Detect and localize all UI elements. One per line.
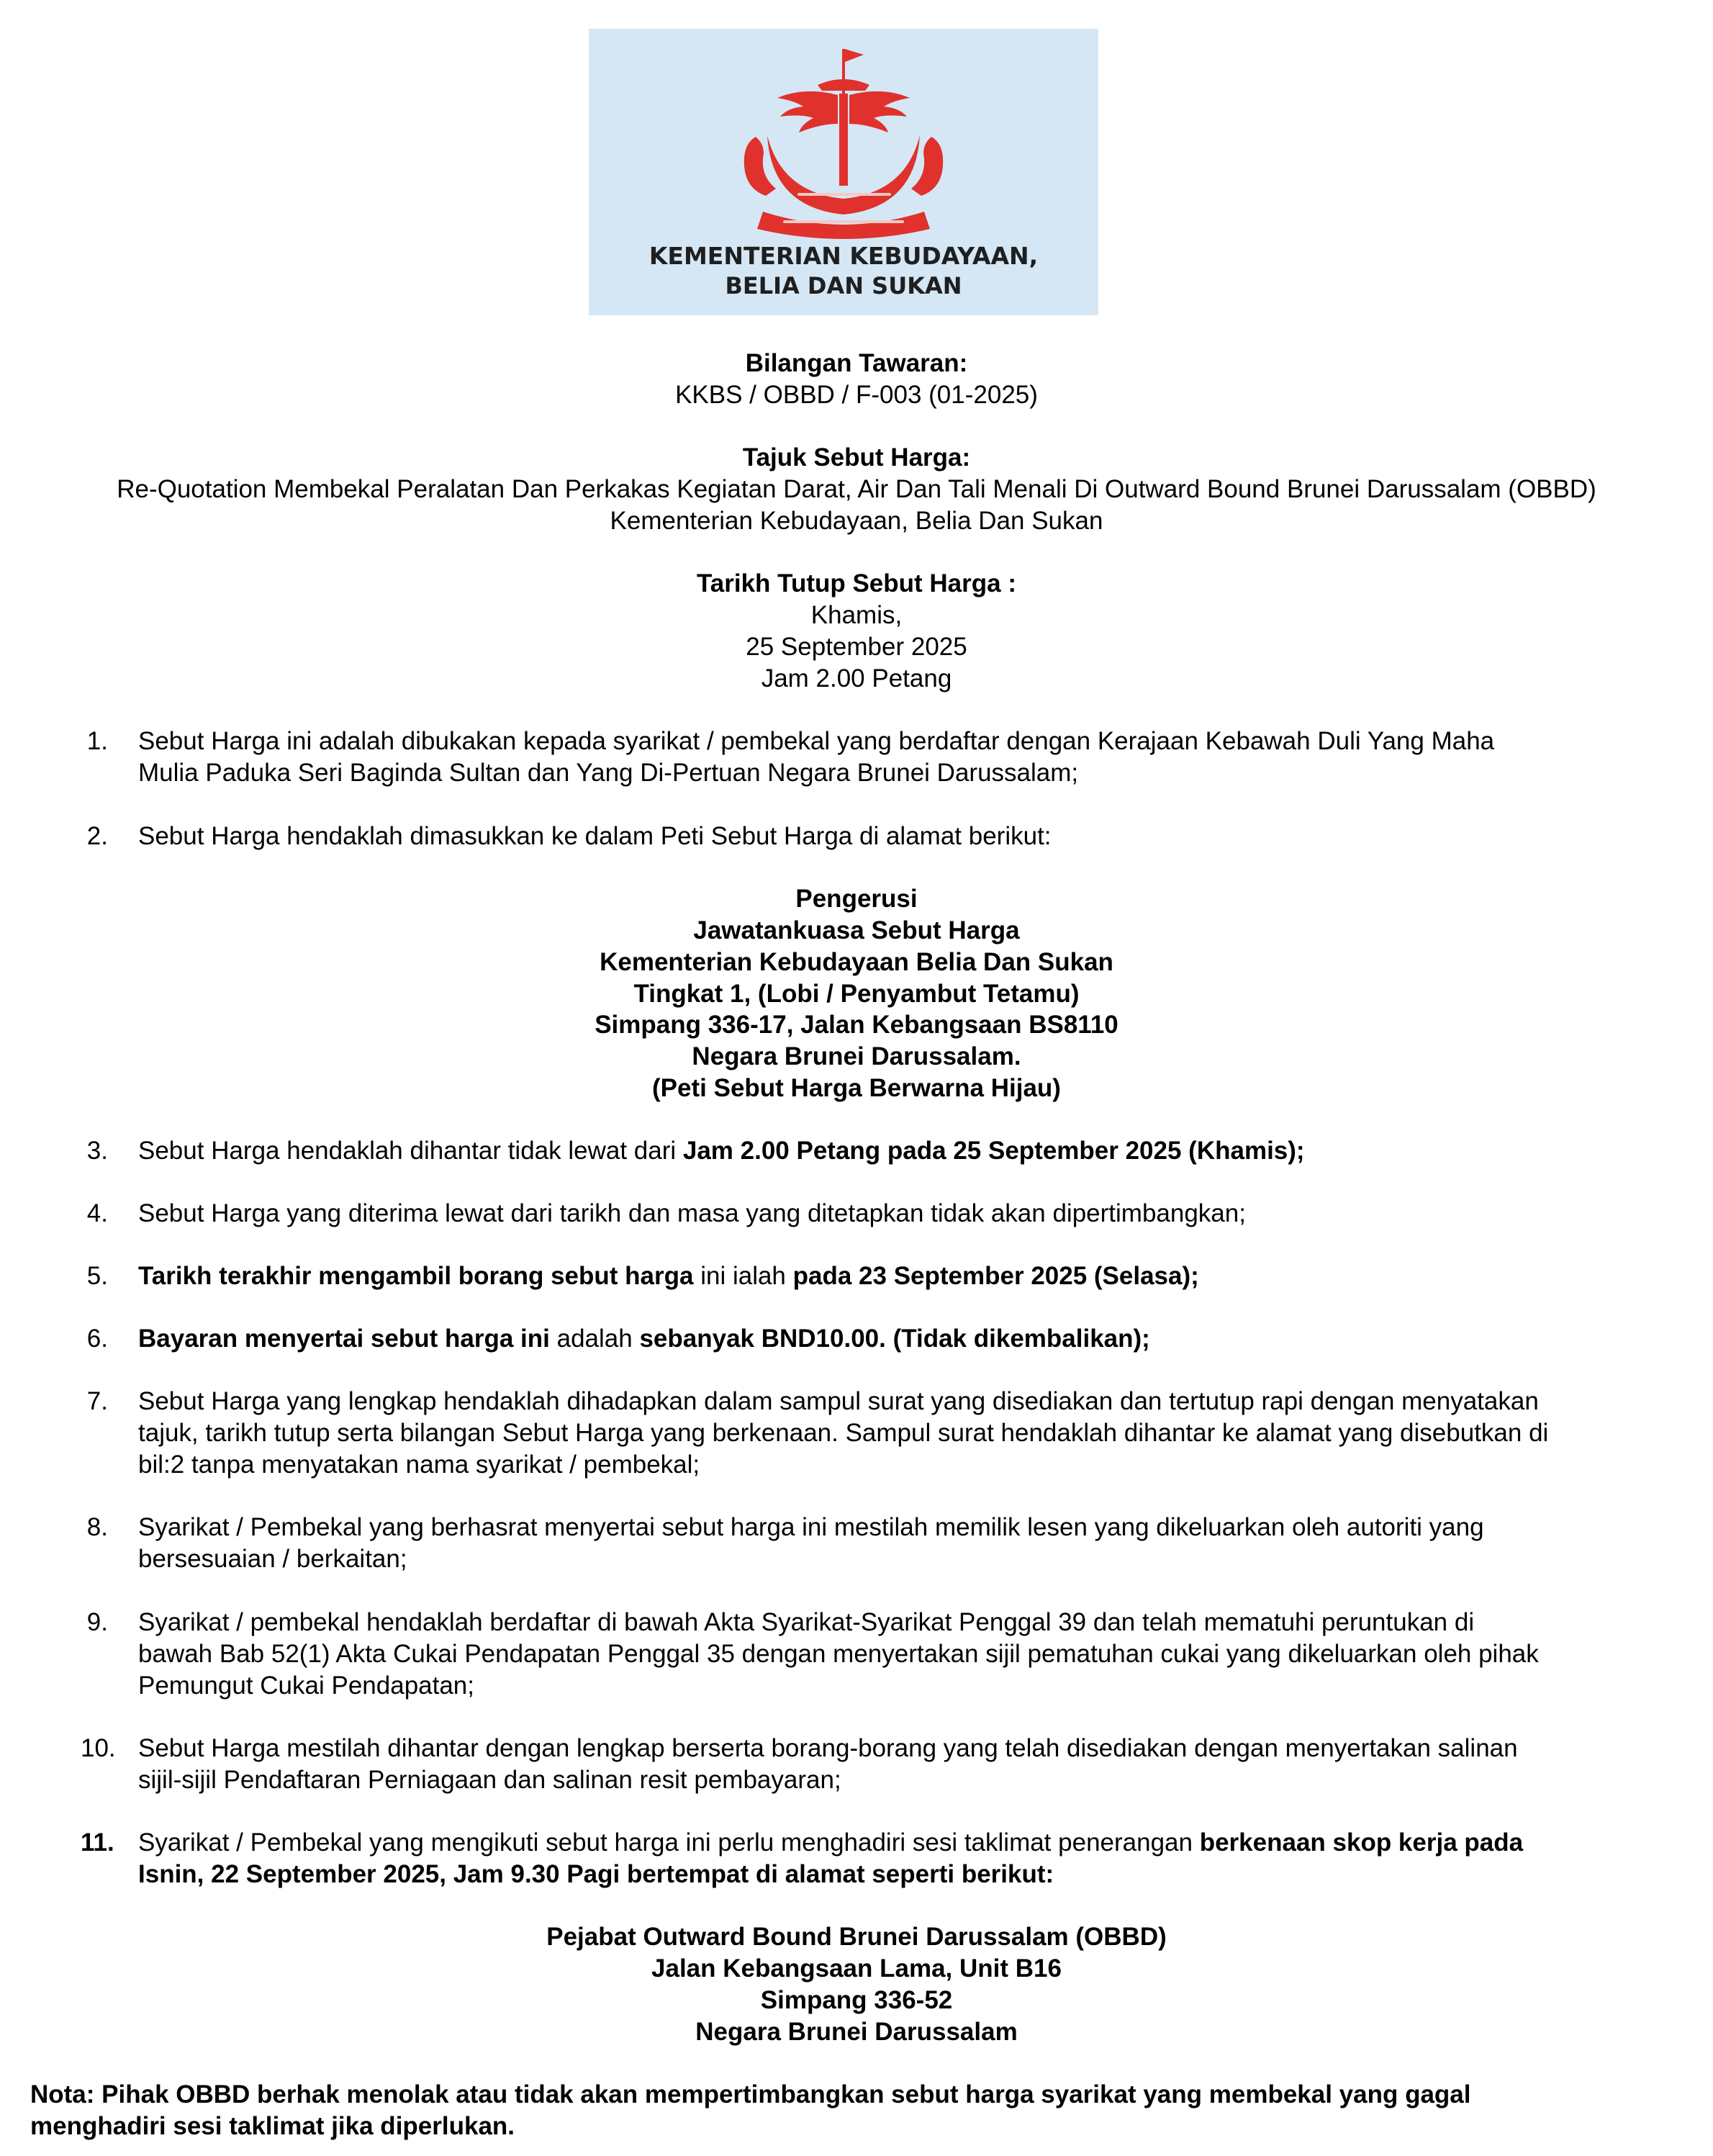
item-number: 1. bbox=[86, 727, 108, 755]
quotation-title-label: Tajuk Sebut Harga: bbox=[742, 443, 971, 472]
item-text: Tarikh terakhir mengambil borang sebut harga ini ialah pada 23 September 2025 (Selasa); bbox=[138, 1262, 1199, 1290]
brunei-crest-icon bbox=[589, 29, 1098, 245]
item-text: Bayaran menyertai sebut harga ini adalah sebanyak BND10.00. (Tidak dikembalikan); bbox=[138, 1325, 1150, 1353]
address-line: Negara Brunei Darussalam. bbox=[692, 1042, 1021, 1070]
tender-number-label: Bilangan Tawaran: bbox=[745, 349, 968, 377]
closing-time: Jam 2.00 Petang bbox=[761, 664, 952, 693]
closing-date-label: Tarikh Tutup Sebut Harga : bbox=[697, 569, 1016, 597]
ministry-name-line2: BELIA DAN SUKAN bbox=[725, 272, 962, 299]
address-line: Pejabat Outward Bound Brunei Darussalam (OBBD) bbox=[546, 1923, 1167, 1951]
item-text: Isnin, 22 September 2025, Jam 9.30 Pagi bertempat di alamat seperti berikut: bbox=[138, 1860, 1054, 1888]
item-number: 5. bbox=[86, 1262, 108, 1290]
item-text: Syarikat / Pembekal yang mengikuti sebut harga ini perlu menghadiri sesi taklimat penerangan berkenaan skop kerja pada bbox=[138, 1828, 1524, 1857]
item-number: 11. bbox=[81, 1828, 114, 1857]
address-line: Simpang 336-17, Jalan Kebangsaan BS8110 bbox=[595, 1011, 1118, 1039]
item-text: Sebut Harga ini adalah dibukakan kepada syarikat / pembekal yang berdaftar dengan Kerajaan Kebawah Duli Yang Maha bbox=[138, 727, 1495, 755]
ministry-logo bbox=[589, 29, 1098, 315]
note-line2: menghadiri sesi taklimat jika diperlukan. bbox=[30, 2112, 515, 2140]
quotation-title-line1: Re-Quotation Membekal Peralatan Dan Perkakas Kegiatan Darat, Air Dan Tali Menali Di Outward Bound Brunei Darussalam (OBBD) bbox=[117, 475, 1596, 503]
address-line: Simpang 336-52 bbox=[760, 1986, 953, 2014]
item-text: Sebut Harga hendaklah dihantar tidak lewat dari Jam 2.00 Petang pada 25 September 2025 (Khamis); bbox=[138, 1137, 1305, 1165]
closing-date: 25 September 2025 bbox=[746, 633, 967, 661]
address-line: Pengerusi bbox=[795, 885, 918, 913]
item-text: bersesuaian / berkaitan; bbox=[138, 1545, 407, 1573]
item-text: Sebut Harga mestilah dihantar dengan lengkap berserta borang-borang yang telah disediakan dengan menyertakan salinan bbox=[138, 1734, 1518, 1762]
address-line: (Peti Sebut Harga Berwarna Hijau) bbox=[652, 1074, 1061, 1102]
item-number: 6. bbox=[86, 1325, 108, 1353]
quotation-title-line2: Kementerian Kebudayaan, Belia Dan Sukan bbox=[610, 507, 1103, 535]
item-text: bawah Bab 52(1) Akta Cukai Pendapatan Penggal 35 dengan menyertakan sijil pematuhan cukai yang dikeluarkan oleh pihak bbox=[138, 1640, 1539, 1668]
item-text: Syarikat / Pembekal yang berhasrat menyertai sebut harga ini mestilah memilik lesen yang dikeluarkan oleh autoriti yang bbox=[138, 1513, 1484, 1541]
address-line: Tingkat 1, (Lobi / Penyambut Tetamu) bbox=[633, 980, 1080, 1008]
item-number: 8. bbox=[86, 1513, 108, 1541]
item-text: sijil-sijil Pendaftaran Perniagaan dan salinan resit pembayaran; bbox=[138, 1766, 841, 1794]
item-text: bil:2 tanpa menyatakan nama syarikat / pembekal; bbox=[138, 1451, 700, 1479]
item-number: 7. bbox=[86, 1387, 108, 1415]
item-text: Sebut Harga yang lengkap hendaklah dihadapkan dalam sampul surat yang disediakan dan tertutup rapi dengan menyatakan bbox=[138, 1387, 1539, 1415]
item-text: Mulia Paduka Seri Baginda Sultan dan Yang Di-Pertuan Negara Brunei Darussalam; bbox=[138, 759, 1079, 787]
tender-number: KKBS / OBBD / F-003 (01-2025) bbox=[675, 381, 1038, 409]
item-text: tajuk, tarikh tutup serta bilangan Sebut Harga yang berkenaan. Sampul surat hendaklah dihantar ke alamat yang disebutkan di bbox=[138, 1419, 1549, 1447]
address-line: Jawatankuasa Sebut Harga bbox=[693, 916, 1020, 944]
item-text: Syarikat / pembekal hendaklah berdaftar di bawah Akta Syarikat-Syarikat Penggal 39 dan telah mematuhi peruntukan di bbox=[138, 1608, 1475, 1636]
ministry-name-line1: KEMENTERIAN KEBUDAYAAN, bbox=[648, 242, 1039, 270]
closing-day: Khamis, bbox=[810, 601, 903, 629]
item-text: Sebut Harga hendaklah dimasukkan ke dalam Peti Sebut Harga di alamat berikut: bbox=[138, 822, 1052, 850]
item-text: Sebut Harga yang diterima lewat dari tarikh dan masa yang ditetapkan tidak akan dipertimbangkan; bbox=[138, 1199, 1246, 1227]
item-number: 10. bbox=[81, 1734, 116, 1762]
item-number: 2. bbox=[86, 822, 108, 850]
address-line: Kementerian Kebudayaan Belia Dan Sukan bbox=[600, 948, 1113, 976]
item-number: 3. bbox=[86, 1137, 108, 1165]
item-text: Pemungut Cukai Pendapatan; bbox=[138, 1672, 474, 1700]
address-line: Jalan Kebangsaan Lama, Unit B16 bbox=[651, 1954, 1062, 1983]
note-line1: Nota: Pihak OBBD berhak menolak atau tidak akan mempertimbangkan sebut harga syarikat yang membekal yang gagal bbox=[30, 2080, 1471, 2108]
item-number: 4. bbox=[86, 1199, 108, 1227]
item-number: 9. bbox=[86, 1608, 108, 1636]
address-line: Negara Brunei Darussalam bbox=[695, 2018, 1018, 2046]
